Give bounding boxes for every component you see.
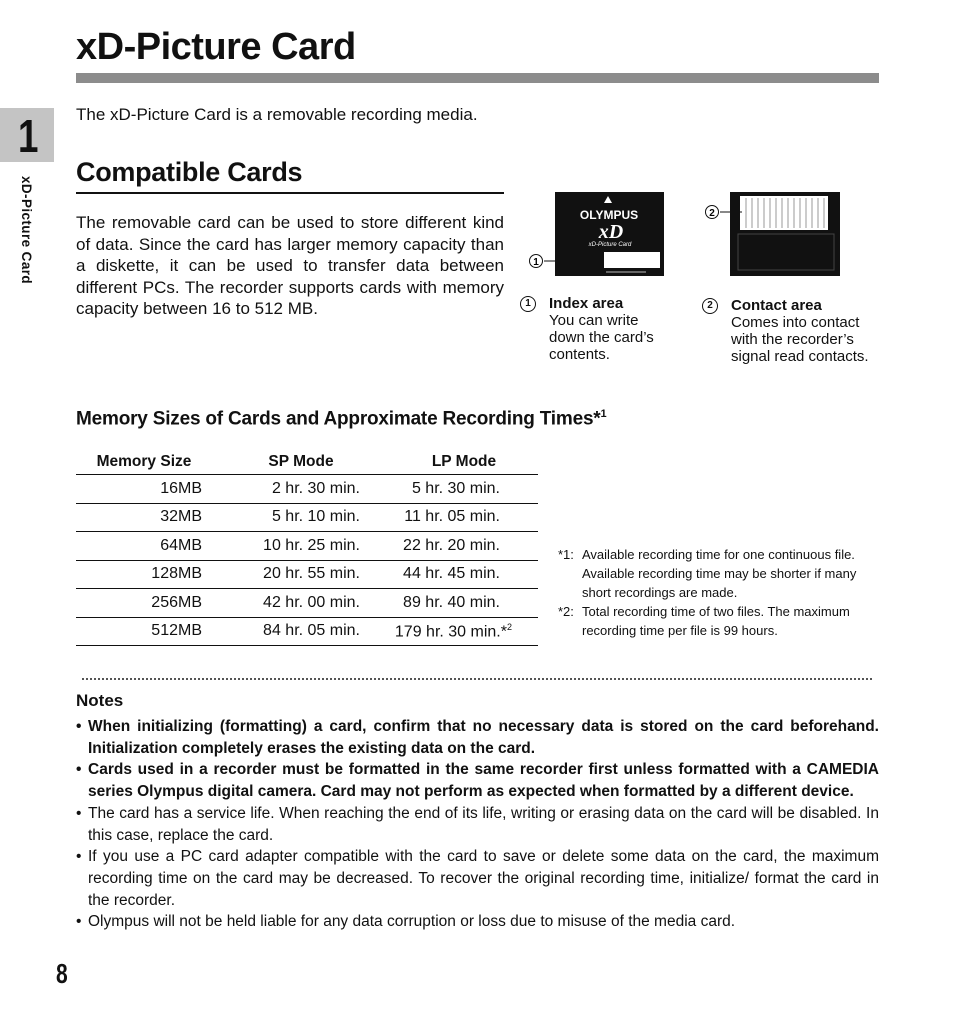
list-item: • Olympus will not be held liable for any data corruption or loss due to misuse of the media card. <box>76 911 879 933</box>
footnote-text: Total recording time of two files. The maximum recording time per file is 99 hours. <box>582 604 850 638</box>
table-cell-memory: 32MB <box>76 503 212 532</box>
legend-index-title: Index area <box>549 295 624 312</box>
card-bottom-slot <box>606 271 646 273</box>
table-cell-lp-sup: 2 <box>506 621 512 632</box>
contact-area <box>740 196 828 230</box>
legend-index-number: 1 <box>520 296 536 312</box>
table-cell-memory: 512MB <box>76 617 212 646</box>
table-title-text: Memory Sizes of Cards and Approximate Recording Times* <box>76 408 601 430</box>
table-row <box>76 589 538 618</box>
table-cell-lp <box>390 617 538 646</box>
legend-contact-desc: Comes into contact with the recorder’s signal read contacts. <box>731 314 869 365</box>
index-area <box>604 252 660 268</box>
table-cell-sp: 42 hr. 00 min. <box>212 589 390 618</box>
page-title: xD-Picture Card <box>76 26 356 68</box>
card-logo: xD <box>598 221 624 243</box>
table-row <box>76 475 538 504</box>
footnotes <box>558 545 880 640</box>
section-rule <box>76 192 504 194</box>
table-title <box>76 408 606 430</box>
side-label-text: xD-Picture Card <box>19 176 34 285</box>
table-cell-lp: 89 hr. 40 min. <box>390 589 538 618</box>
legend-contact-title: Contact area <box>731 297 822 314</box>
table-cell-lp: 22 hr. 20 min. <box>390 532 538 561</box>
table-row <box>76 560 538 589</box>
footnote-2 <box>558 602 880 640</box>
list-item: • If you use a PC card adapter compatible with the card to save or delete some data on the card, the maximum recording time on the card may be decreased. To recover the original recording time, initialize/ format the card in the recorder. <box>76 846 879 911</box>
card-front-illustration <box>528 188 668 282</box>
dotted-separator <box>82 678 872 680</box>
table-cell-sp: 2 hr. 30 min. <box>212 475 390 504</box>
table-cell-memory: 128MB <box>76 560 212 589</box>
table-cell-sp: 84 hr. 05 min. <box>212 617 390 646</box>
footnote-1 <box>558 545 880 602</box>
list-item: • The card has a service life. When reaching the end of its life, writing or erasing data on the card will be disabled. In this case, replace the card. <box>76 803 879 846</box>
card-brand: OLYMPUS <box>579 208 639 222</box>
legend-contact-number: 2 <box>702 298 718 314</box>
table-row <box>76 617 538 646</box>
compatible-body: The removable card can be used to store different kind of data. Since the card has larger memory capacity than a diskette, it can be used to transfer data between different PCs. The recorder supports cards with memory capacity between 16 to 512 MB. <box>76 213 504 318</box>
callout-num-1: 1 <box>533 257 539 268</box>
table-title-sup: 1 <box>600 408 607 420</box>
notes-list <box>76 716 879 933</box>
notes-title: Notes <box>76 691 124 710</box>
chapter-number: 1 <box>18 110 39 162</box>
footnote-mark: *2: <box>558 604 574 619</box>
table-cell-memory: 16MB <box>76 475 212 504</box>
table-cell-lp: 5 hr. 30 min. <box>390 475 538 504</box>
table-cell-sp: 10 hr. 25 min. <box>212 532 390 561</box>
legend-contact <box>702 297 882 365</box>
table-cell-sp: 5 hr. 10 min. <box>212 503 390 532</box>
table-row <box>76 503 538 532</box>
table-cell-lp: 44 hr. 45 min. <box>390 560 538 589</box>
list-item: • Cards used in a recorder must be formatted in the same recorder first unless formatted with a CAMEDIA series Olympus digital camera. Card may not perform as expected when formatted by a different device. <box>76 759 879 802</box>
table-cell-memory: 256MB <box>76 589 212 618</box>
title-rule <box>76 73 879 83</box>
footnote-mark: *1: <box>558 547 574 562</box>
memory-table <box>76 450 538 646</box>
table-header-sp: SP Mode <box>212 450 390 475</box>
page-number: 8 <box>56 958 68 989</box>
footnote-text: Available recording time for one continuous file. Available recording time may be shorter if many short recordings are made. <box>582 547 857 600</box>
table-cell-sp: 20 hr. 55 min. <box>212 560 390 589</box>
table-header-lp: LP Mode <box>390 450 538 475</box>
table-cell-lp: 11 hr. 05 min. <box>390 503 538 532</box>
intro-text: The xD-Picture Card is a removable recording media. <box>76 105 478 124</box>
table-header-row <box>76 450 538 475</box>
section-title-compatible: Compatible Cards <box>76 157 303 187</box>
callout-num-2: 2 <box>709 208 715 219</box>
table-cell-memory: 64MB <box>76 532 212 561</box>
legend-index-desc: You can write down the card’s contents. <box>549 312 654 363</box>
table-header-memory: Memory Size <box>76 450 212 475</box>
card-back-illustration <box>700 188 846 282</box>
list-item: • When initializing (formatting) a card, confirm that no necessary data is stored on the card beforehand. Initialization completely erases the existing data on the card. <box>76 716 879 759</box>
table-cell-lp-text: 179 hr. 30 min.* <box>394 622 507 640</box>
table-row <box>76 532 538 561</box>
legend-index <box>520 295 680 363</box>
card-subtitle: xD-Picture Card <box>588 242 632 248</box>
